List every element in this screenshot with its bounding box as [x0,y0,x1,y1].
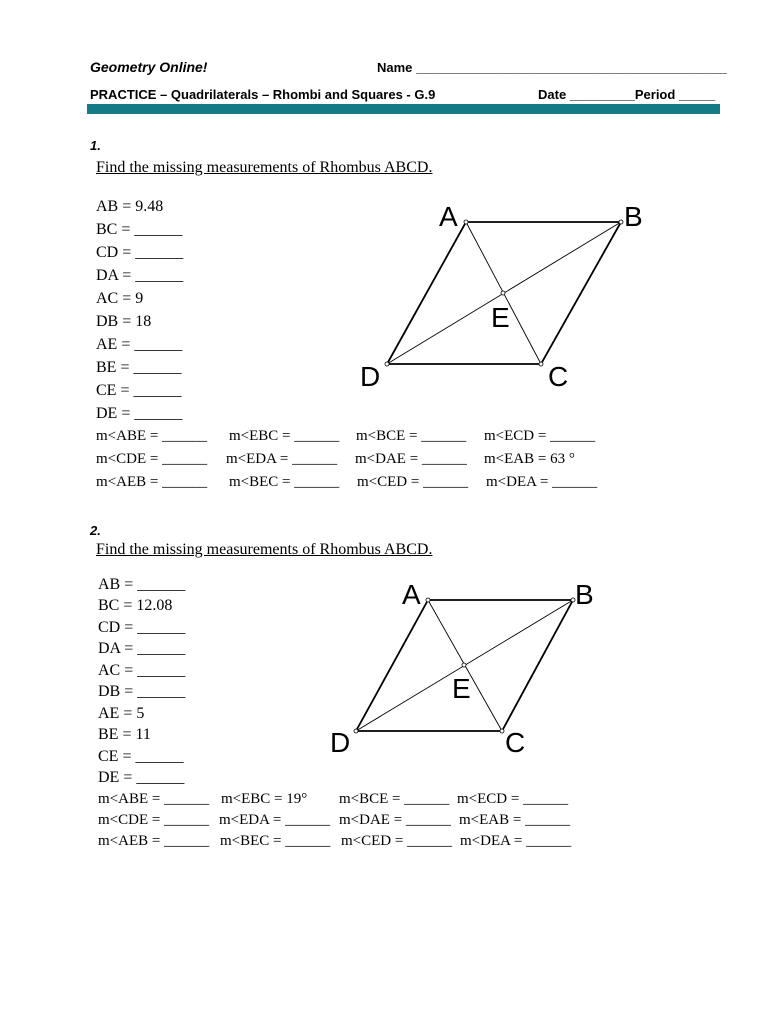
angle-dae: m<DAE = ______ [339,812,451,828]
angle-ecd: m<ECD = ______ [457,791,569,807]
angle-ecd: m<ECD = ______ [484,428,596,444]
angle-bec: m<BEC = ______ [229,474,340,490]
vertex-label-b: B [624,201,643,232]
date-period-label: Date _________Period _____ [538,87,716,102]
measure-ac: AC = ______ [98,662,186,679]
angle-ebc: m<EBC = ______ [229,428,340,444]
vertex-label-d: D [330,727,351,758]
measure-ab: AB = ______ [98,576,186,593]
angle-bce: m<BCE = ______ [339,791,450,807]
measure-bc: BC = ______ [96,221,183,238]
problem-prompt: Find the missing measurements of Rhombus ABCD. [96,159,433,176]
measure-ce: CE = ______ [98,748,184,765]
measure-ce: CE = ______ [96,382,182,399]
measure-db: DB = 18 [96,313,152,330]
vertex-d-point [354,729,358,733]
problem-prompt: Find the missing measurements of Rhombus ABCD. [96,541,433,558]
vertex-label-c: C [548,361,569,392]
angle-abe: m<ABE = ______ [98,791,210,807]
angle-bce: m<BCE = ______ [356,428,467,444]
vertex-label-b: B [575,579,594,610]
angle-dea: m<DEA = ______ [486,474,598,490]
vertex-label-a: A [439,201,458,232]
vertex-label-e: E [452,673,471,704]
angle-eab: m<EAB = ______ [459,812,571,828]
angle-cde: m<CDE = ______ [98,812,210,828]
measure-ac: AC = 9 [96,290,144,307]
angle-dea: m<DEA = ______ [460,833,572,849]
angle-abe: m<ABE = ______ [96,428,208,444]
measure-cd: CD = ______ [96,244,184,261]
measure-ab: AB = 9.48 [96,198,164,215]
measure-ae: AE = ______ [96,336,183,353]
angle-ced: m<CED = ______ [341,833,453,849]
measure-bc: BC = 12.08 [98,597,173,614]
measure-cd: CD = ______ [98,619,186,636]
vertex-label-a: A [402,579,421,610]
problem-number: 1. [90,138,101,153]
angle-eab: m<EAB = 63 ° [484,451,575,467]
vertex-label-d: D [360,361,381,392]
measure-be: BE = ______ [96,359,182,376]
measure-be: BE = 11 [98,726,151,743]
angle-ebc: m<EBC = 19° [221,791,308,807]
worksheet-subtitle: PRACTICE – Quadrilaterals – Rhombi and Squares - G.9 [90,87,436,102]
angle-aeb: m<AEB = ______ [98,833,210,849]
vertex-a-point [426,598,430,602]
vertex-label-c: C [505,727,526,758]
problem-number: 2. [90,523,101,538]
vertex-c-point [500,729,504,733]
vertex-label-e: E [491,302,510,333]
angle-ced: m<CED = ______ [357,474,469,490]
measure-db: DB = ______ [98,683,186,700]
measure-ae: AE = 5 [98,705,145,722]
measure-da: DA = ______ [96,267,184,284]
angle-dae: m<DAE = ______ [355,451,467,467]
angle-bec: m<BEC = ______ [220,833,331,849]
angle-cde: m<CDE = ______ [96,451,208,467]
measure-de: DE = ______ [96,405,183,422]
course-title: Geometry Online! [90,59,208,75]
angle-eda: m<EDA = ______ [226,451,338,467]
measure-de: DE = ______ [98,769,185,786]
name-field-label: Name ___________________________________________ [377,60,727,75]
angle-aeb: m<AEB = ______ [96,474,208,490]
point-e [462,663,466,667]
angle-eda: m<EDA = ______ [219,812,331,828]
measure-da: DA = ______ [98,640,186,657]
